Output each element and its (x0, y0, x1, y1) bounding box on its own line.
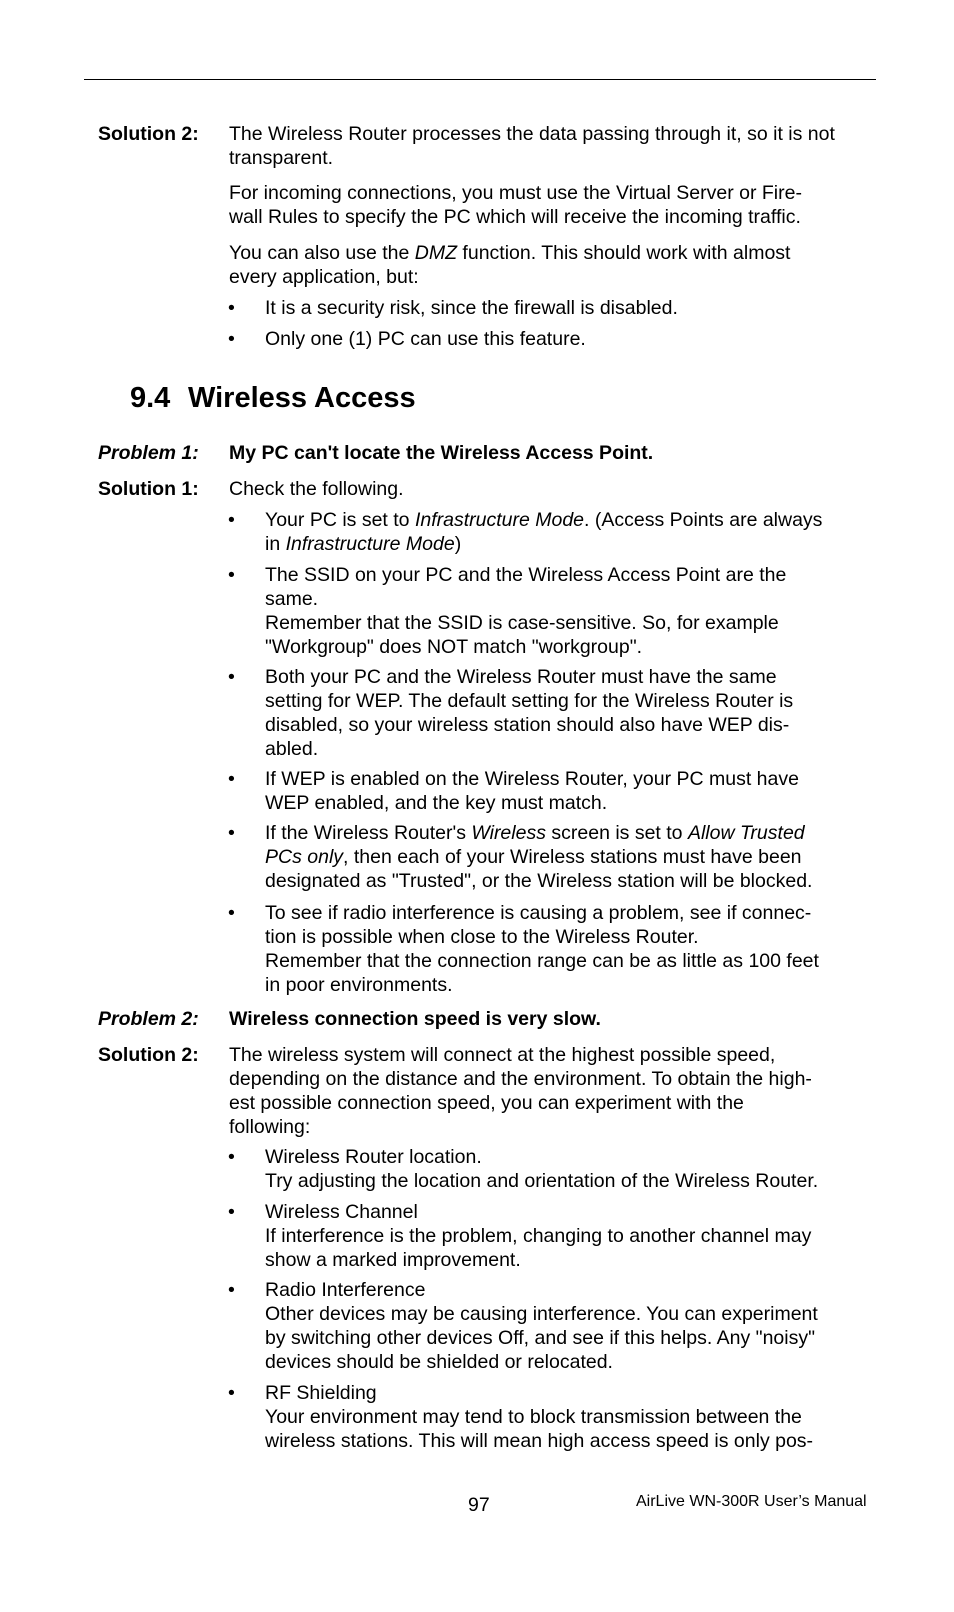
solution-label: Solution 2: (98, 123, 199, 145)
list-item (228, 767, 858, 815)
list-item-line: To see if radio interference is causing a problem, see if connec- (265, 902, 812, 924)
list-item (228, 296, 858, 320)
list-item-line: Both your PC and the Wireless Router must have the same (265, 666, 777, 688)
solution-line: est possible connection speed, you can experiment with the (229, 1092, 744, 1114)
bullet: • (228, 297, 235, 319)
list-item (228, 508, 858, 556)
page-number: 97 (468, 1494, 490, 1516)
list-item-line: same. (265, 588, 319, 610)
solution-row (98, 1043, 878, 1139)
paragraph-block (98, 181, 878, 229)
list-item (228, 901, 858, 997)
list-item-line: If the Wireless Router's Wireless screen is set to Allow Trusted (265, 822, 805, 844)
solution-label: Solution 1: (98, 478, 199, 500)
list-item (228, 563, 858, 659)
bullet: • (228, 564, 235, 586)
list-item-line: show a marked improvement. (265, 1249, 521, 1271)
solution-line: The wireless system will connect at the highest possible speed, (229, 1044, 776, 1066)
list-item-line: in poor environments. (265, 974, 453, 996)
list-item (228, 665, 858, 761)
list-item-line: in Infrastructure Mode) (265, 533, 462, 555)
bullet: • (228, 1201, 235, 1223)
bullet: • (228, 902, 235, 924)
solution-line: following: (229, 1116, 311, 1138)
solution-text: Check the following. (229, 478, 404, 500)
list-item-line: by switching other devices Off, and see if this helps. Any "noisy" (265, 1327, 816, 1349)
section-heading (130, 380, 416, 416)
list-item-line: Try adjusting the location and orientation of the Wireless Router. (265, 1170, 819, 1192)
paragraph: The Wireless Router processes the data passing through it, so it is not transparent. (229, 123, 835, 169)
header-rule (84, 79, 876, 80)
bullet: • (228, 509, 235, 531)
list-item-line: abled. (265, 738, 319, 760)
list-item-line: Wireless Router location. (265, 1146, 482, 1168)
problem-label: Problem 2: (98, 1008, 199, 1030)
list-item (228, 1145, 858, 1193)
list-item-line: "Workgroup" does NOT match "workgroup". (265, 636, 643, 658)
paragraph-line: wall Rules to specify the PC which will receive the incoming traffic. (229, 206, 801, 228)
bullet: • (228, 328, 235, 350)
list-item-line: setting for WEP. The default setting for the Wireless Router is (265, 690, 794, 712)
list-item-line: Your environment may tend to block transmission between the (265, 1406, 802, 1428)
list-item-line: RF Shielding (265, 1382, 377, 1404)
list-item-line: The SSID on your PC and the Wireless Access Point are the (265, 564, 787, 586)
paragraph-line: You can also use the DMZ function. This should work with almost (229, 242, 791, 264)
list-item-line: If WEP is enabled on the Wireless Router, your PC must have (265, 768, 799, 790)
list-item-line: Other devices may be causing interference. You can experiment (265, 1303, 818, 1325)
problem-row (98, 1007, 878, 1031)
list-item-line: WEP enabled, and the key must match. (265, 792, 608, 814)
problem-text: Wireless connection speed is very slow. (229, 1008, 601, 1030)
list-item-line: wireless stations. This will mean high access speed is only pos- (265, 1430, 814, 1452)
solution-row (98, 477, 878, 501)
list-item-line: PCs only, then each of your Wireless stations must have been (265, 846, 802, 868)
section-title: Wireless Access (188, 382, 416, 414)
list-item (228, 1200, 858, 1272)
bullet: • (228, 1279, 235, 1301)
bullet: • (228, 768, 235, 790)
list-item-line: Radio Interference (265, 1279, 426, 1301)
list-item-line: Wireless Channel (265, 1201, 418, 1223)
manual-title: AirLive WN-300R User’s Manual (636, 1493, 867, 1510)
paragraph-line: every application, but: (229, 266, 419, 288)
list-item-line: Remember that the SSID is case-sensitive. So, for example (265, 612, 779, 634)
section-number: 9.4 (130, 382, 171, 414)
list-item-line: disabled, so your wireless station should also have WEP dis- (265, 714, 790, 736)
bullet: • (228, 1146, 235, 1168)
list-item (228, 1381, 858, 1453)
bullet: • (228, 666, 235, 688)
paragraph-block (98, 241, 878, 289)
problem-text: My PC can't locate the Wireless Access Point. (229, 442, 654, 464)
solution-label: Solution 2: (98, 1044, 199, 1066)
list-item (228, 1278, 858, 1374)
problem-label: Problem 1: (98, 442, 199, 464)
bullet: • (228, 1382, 235, 1404)
list-item-line: Remember that the connection range can be as little as 100 feet (265, 950, 819, 972)
list-item (228, 821, 858, 893)
list-item-line: Your PC is set to Infrastructure Mode. (Access Points are always (265, 509, 823, 531)
list-item (228, 327, 858, 351)
list-item-line: devices should be shielded or relocated. (265, 1351, 613, 1373)
list-item-line: designated as "Trusted", or the Wireless station will be blocked. (265, 870, 813, 892)
paragraph-line: For incoming connections, you must use the Virtual Server or Fire- (229, 182, 802, 204)
list-item-line: tion is possible when close to the Wireless Router. (265, 926, 699, 948)
list-item-line: If interference is the problem, changing to another channel may (265, 1225, 812, 1247)
solution-block (98, 122, 878, 170)
bullet: • (228, 822, 235, 844)
problem-row (98, 441, 878, 465)
solution-line: depending on the distance and the environment. To obtain the high- (229, 1068, 812, 1090)
list-item-text: Only one (1) PC can use this feature. (265, 328, 586, 350)
list-item-text: It is a security risk, since the firewall is disabled. (265, 297, 678, 319)
